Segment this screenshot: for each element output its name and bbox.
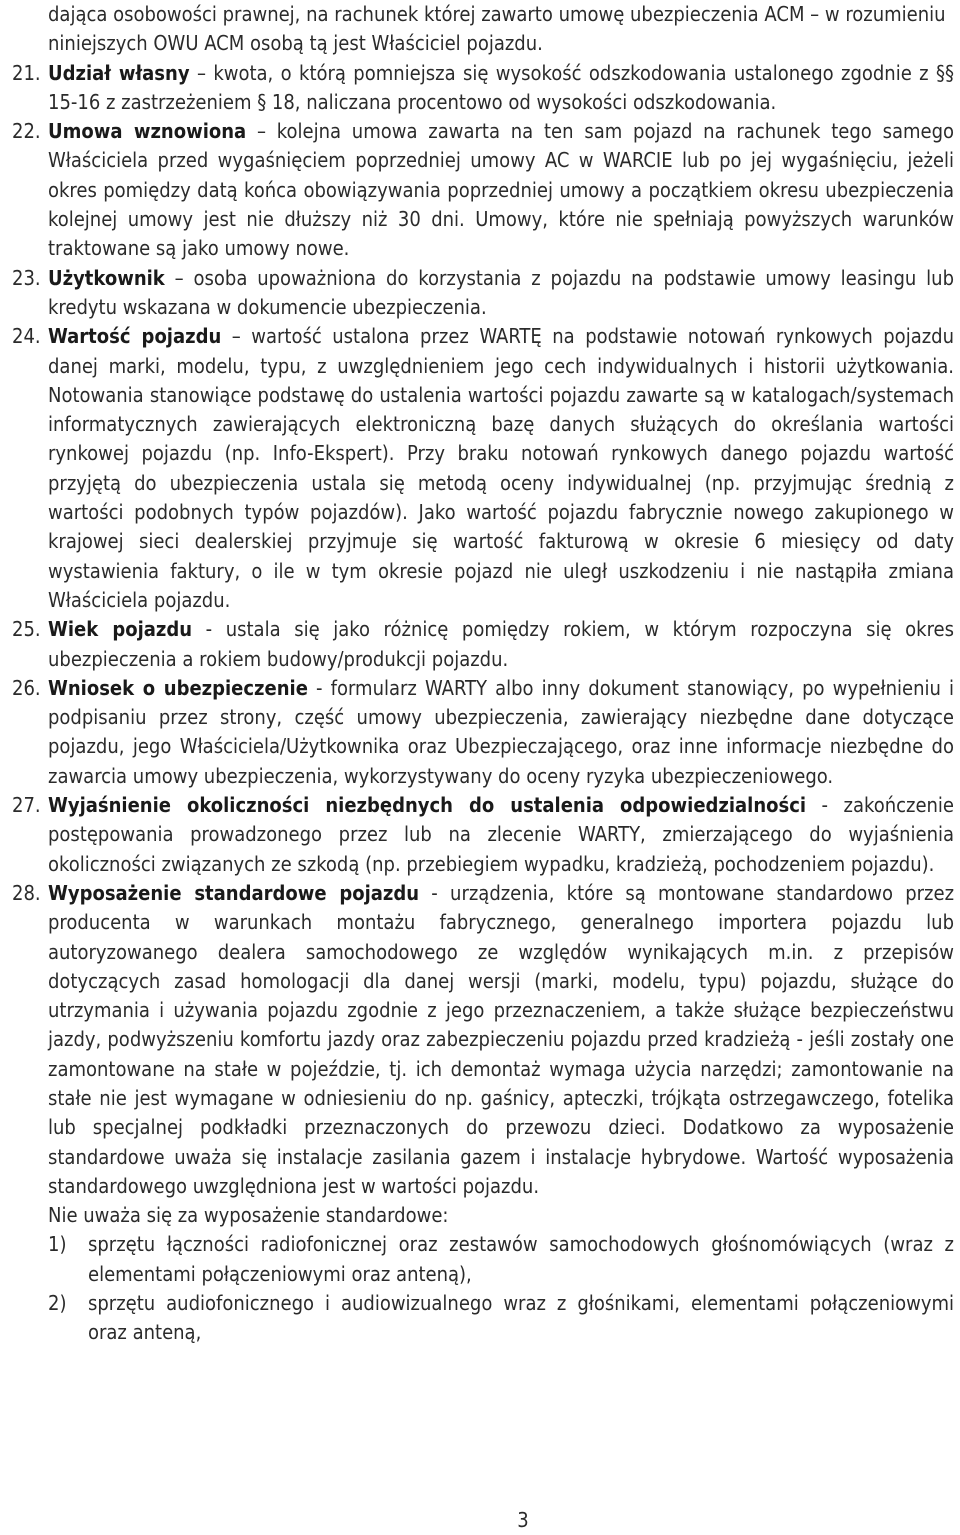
- page-number: 3: [517, 1508, 529, 1532]
- definition-term: Wniosek o ubezpieczenie: [48, 675, 308, 700]
- definition-term: Umowa wznowiona: [48, 119, 247, 144]
- definition-text: urządzenia, które są montowane standardowo przez producenta w warunkach montażu fabrycznego, generalnego importera pojazdu lub autoryzowanego dealera samochodowego ze względów wynikających m.in. z przepisów dotyczących zasad homologacji dla danej wersji (marki, modelu, typu) pojazdu, służące do utrzymania i używania pojazdu zgodnie z jego przeznaczeniem, a także służące bezpieczeństwu jazdy, podwyższeniu komfortu jazdy oraz zabezpieczeniu pojazdu przed kradzieżą - jeśli zostały one zamontowane na stałe w pojeździe, tj. ich demontaż wymaga użycia narzędzi; zamontowanie na stałe nie jest wymagane w odniesieniu do np. gaśnicy, apteczki, trójkąta ostrzegawczego, fotelika lub specjalnej podkładki przeznaczonych do przewozu dzieci. Dodatkowo za wyposażenie standardowe uważa się instalacje zasilania gazem i instalacje hybrydowe. Wartość wyposażenia standardowego uwzględniona jest w wartości pojazdu.: [48, 880, 955, 1198]
- list-number: 1): [48, 1232, 67, 1257]
- definition-number: 22.: [12, 119, 41, 144]
- definition-separator: -: [419, 880, 451, 905]
- definition-separator: –: [164, 265, 194, 290]
- exclusion-item-2: [12, 1289, 954, 1348]
- definition-text: osoba upoważniona do korzystania z pojazdu na podstawie umowy leasingu lub kredytu wskazana w dokumencie ubezpieczenia.: [48, 265, 955, 319]
- definition-text: kolejna umowa zawarta na ten sam pojazd na rachunek tego samego Właściciela przed wygaśnięciem poprzedniej umowy AC w WARCIE lub po jej wygaśnięciu, jeżeli okres pomiędzy datą końca obowiązywania poprzedniej umowy a początkiem okresu ubezpieczenia kolejnej umowy jest nie dłuższy niż 30 dni. Umowy, które nie spełniają powyższych warunków traktowane są jako umowy nowe.: [48, 119, 955, 261]
- document-page: [12, 0, 954, 1348]
- definition-text: zakończenie postępowania prowadzonego przez lub na zlecenie WARTY, zmierzającego do wyjaśnienia okoliczności związanych ze szkodą (np. przebiegiem wypadku, kradzieżą, pochodzeniem pojazdu).: [48, 793, 955, 876]
- definition-number: 28.: [12, 880, 41, 905]
- exclusion-item-1: [12, 1230, 954, 1289]
- exclusions-heading: [12, 1201, 954, 1230]
- definition-26: [12, 674, 954, 791]
- intro-continuation: [12, 0, 954, 59]
- definition-22: [12, 117, 954, 263]
- definition-28: [12, 879, 954, 1201]
- list-item-text: sprzętu łączności radiofonicznej oraz zestawów samochodowych głośnomówiących (wraz z elementami połączeniowymi oraz anteną),: [88, 1232, 954, 1286]
- definition-number: 25.: [12, 617, 41, 642]
- definition-term: Wartość pojazdu: [48, 324, 222, 349]
- definition-separator: -: [806, 793, 844, 818]
- definition-term: Wyjaśnienie okoliczności niezbędnych do ustalenia odpowiedzialności: [48, 793, 807, 818]
- definition-term: Wiek pojazdu: [48, 617, 193, 642]
- definition-24: [12, 322, 954, 615]
- definition-separator: –: [221, 324, 252, 349]
- list-number: 2): [48, 1291, 67, 1316]
- definition-number: 21.: [12, 60, 41, 85]
- list-item-text: sprzętu audiofonicznego i audiowizualnego wraz z głośnikami, elementami połączeniowymi oraz anteną,: [88, 1291, 954, 1345]
- definition-text: formularz WARTY albo inny dokument stanowiący, po wypełnieniu i podpisaniu przez strony, część umowy ubezpieczenia, zawierający niezbędne dane dotyczące pojazdu, jego Właściciela/Użytkownika oraz Ubezpieczającego, oraz inne informacje niezbędne do zawarcia umowy ubezpieczenia, wykorzystywany do oceny ryzyka ubezpieczeniowego.: [48, 675, 955, 788]
- definition-number: 26.: [12, 675, 41, 700]
- definition-text: kwota, o którą pomniejsza się wysokość odszkodowania ustalonego zgodnie z §§ 15-16 z zastrzeżeniem § 18, naliczana procentowo od wysokości odszkodowania.: [48, 60, 954, 114]
- definition-term: Użytkownik: [48, 265, 165, 290]
- definition-number: 24.: [12, 324, 41, 349]
- definition-term: Udział własny: [48, 60, 190, 85]
- definition-separator: –: [246, 119, 277, 144]
- definition-23: [12, 264, 954, 323]
- definition-text: ustala się jako różnicę pomiędzy rokiem, w którym rozpoczyna się okres ubezpieczenia a rokiem budowy/produkcji pojazdu.: [48, 617, 954, 671]
- definition-separator: -: [307, 675, 331, 700]
- definition-number: 27.: [12, 793, 41, 818]
- definition-term: Wyposażenie standardowe pojazdu: [48, 880, 420, 905]
- definition-separator: –: [189, 60, 214, 85]
- intro-text: dająca osobowości prawnej, na rachunek której zawarto umowę ubezpieczenia ACM – w rozumieniu niniejszych OWU ACM osobą tą jest Właściciel pojazdu.: [48, 2, 946, 56]
- definition-number: 23.: [12, 265, 41, 290]
- definition-27: [12, 791, 954, 879]
- definition-25: [12, 615, 954, 674]
- exclusions-heading-text: Nie uważa się za wyposażenie standardowe:: [48, 1203, 449, 1228]
- definition-text: wartość ustalona przez WARTĘ na podstawie notowań rynkowych pojazdu danej marki, modelu, typu, z uwzględnieniem jego cech indywidualnych i historii użytkowania. Notowania stanowiące podstawę do ustalenia wartości pojazdu zawarte są w katalogach/systemach informatycznych zawierających elektroniczną bazę danych służących do określania wartości rynkowej pojazdu (np. Info-Ekspert). Przy braku notowań rynkowych danego pojazdu wartość przyjętą do ubezpieczenia ustala się metodą oceny indywidualnej (np. przyjmując średnią z wartości podobnych typów pojazdów). Jako wartość pojazdu fabrycznie nowego zakupionego w krajowej sieci dealerskiej przyjmuje się wartość fakturową w okresie 6 miesięcy od daty wystawienia faktury, o ile w tym okresie pojazd nie uległ uszkodzeniu i nie nastąpiła zmiana Właściciela pojazdu.: [48, 324, 954, 612]
- definition-separator: -: [192, 617, 226, 642]
- definition-21: [12, 59, 954, 118]
